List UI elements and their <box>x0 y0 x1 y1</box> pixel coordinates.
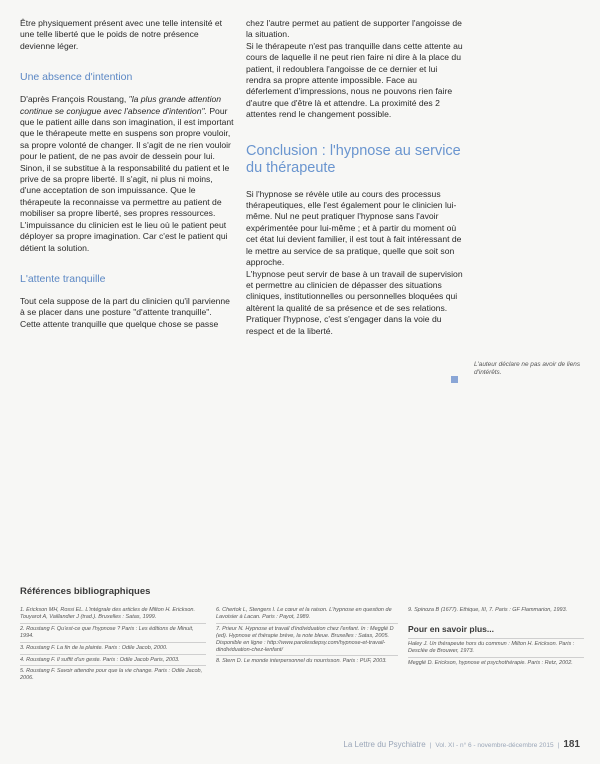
text-column-right <box>246 18 464 337</box>
reference-item: 5. Roustang F. Savoir attendre pour que la vie change. Paris : Odile Jacob, 2006. <box>20 665 206 684</box>
issue-info: Vol. XI - n° 6 - novembre-décembre 2015 <box>435 742 554 749</box>
further-reading-item: Megglé D. Erickson, hypnose et psychothérapie. Paris : Retz, 2002. <box>408 657 584 669</box>
intention-paragraph <box>20 94 234 254</box>
heading-attente-tranquille: L'attente tranquille <box>20 272 106 285</box>
page-number: 181 <box>563 739 580 750</box>
conclusion-paragraph-1: Si l'hypnose se révèle utile au cours des processus thérapeutiques, elle l'est également pour le clinicien lui-même. Nul ne peut pratiquer l'hypnose sans l'avoir expérimentée pour lui-même ; et à partir du moment où cet état lui devient familier, il est tout à fait intéressant de le mettre au service de sa pratique, quelle que soit son approche. <box>246 188 462 268</box>
reference-item: 3. Roustang F. La fin de la plainte. Paris : Odile Jacob, 2000. <box>20 642 206 654</box>
reference-item: 2. Roustang F. Qu'est-ce que l'hypnose ? Paris : Les éditions de Minuit, 1994. <box>20 623 206 642</box>
text-column-left <box>20 18 234 330</box>
therapeute-paragraph: Si le thérapeute n'est pas tranquille dans cette attente au cours de laquelle il ne peut rien faire ni dire à la place du patient, il redoublera l'angoisse de ce dernier et lui rendra sa propre attente impossible. Face au déferlement d'impressions, nous ne pouvons rien faire d'autre que d'être là et attendre. La proximité des 2 attentes rend le changement possible. <box>246 40 463 120</box>
further-reading-title: Pour en savoir plus... <box>408 623 494 634</box>
reference-item: 9. Spinoza B (1677). Ethique, III, 7. Paris : GF Flammarion, 1993. <box>408 607 568 613</box>
heading-conclusion: Conclusion : l'hypnose au service du thérapeute <box>246 142 461 176</box>
attente-paragraph: Tout cela suppose de la part du clinicien qu'il parvienne à se placer dans une posture "d'attente tranquille". Cette attente tranquille que quelque chose se passe <box>20 295 230 329</box>
conflict-of-interest-note: L'auteur déclare ne pas avoir de liens d'intérêts. <box>474 361 581 377</box>
references-title: Références bibliographiques <box>20 586 151 597</box>
reference-item: 6. Chertok L, Stengers I. Le cœur et la raison. L'hypnose en question de Lavoisier à Lacan. Paris : Payot, 1989. <box>216 607 392 620</box>
references-column-2 <box>216 605 398 667</box>
conclusion-paragraph-2: L'hypnose peut servir de base à un travail de supervision et permettre au clinicien de dépasser des situations cliniques, institutionnelles ou personnelles bloquées qui altèrent la qualité de sa présence et de ses relations. Pratiquer l'hypnose, c'est s'engager dans la voie du respect et de la liberté. <box>246 268 463 336</box>
reference-item: 8. Stern D. Le monde interpersonnel du nourrisson. Paris : PUF, 2003. <box>216 655 398 667</box>
intention-text-body: Pour que le patient aille dans son imagination, il est important que le thérapeute mette en suspens son propre vouloir, sa propre volonté de changer. Il s'agit de ne rien vouloir pour le patient, de ne pas avoir de dessein pour lui. Sinon, il se substitue à la responsabilité du patient et le prive de sa propre liberté. Il s'agit, ni plus ni moins, d'une acceptation de son impuissance. Que le thérapeute la reconnaisse va permettre au patient de mobiliser sa propre liberté, ses propres ressources. L'impuissance du clinicien est le lieu où le patient peut déployer sa propre imagination. Car c'est le patient qui détient la solution. <box>20 105 234 253</box>
footer-separator: | <box>557 742 560 749</box>
roustang-quote: "la plus grande attention continue se conjugue avec l'absence d'intention". <box>20 94 222 116</box>
reference-item: 4. Roustang F. Il suffit d'un geste. Paris : Odile Jacob Paris, 2003. <box>20 654 206 666</box>
continuation-paragraph: chez l'autre permet au patient de supporter l'angoisse de la situation. <box>246 18 462 40</box>
intention-text-lead: D'après François Roustang, <box>20 94 129 105</box>
footer-separator: | <box>429 742 432 749</box>
further-reading-item: Haley J. Un thérapeute hors du commun : Milton H. Erickson. Paris : Desclée de Brouwer, 1973. <box>408 638 584 657</box>
journal-name: La Lettre du Psychiatre <box>343 740 426 749</box>
intro-paragraph: Être physiquement présent avec une telle intensité et une telle liberté que le poids de notre présence devienne léger. <box>20 18 223 51</box>
references-column-1 <box>20 605 206 684</box>
end-of-article-square-icon <box>451 376 458 383</box>
references-column-3 <box>408 605 584 669</box>
reference-item: 1. Erickson MH, Rossi EL. L'intégrale des articles de Milton H. Erickson. Touyarot A, Vaillandier J (trad.). Bruxelles : Satas, 1999. <box>20 607 195 620</box>
reference-item: 7. Prieur N. Hypnose et travail d'individuation chez l'enfant. In : Megglé D (ed). Hypnose et thérapie brève, la note bleue. Bruxelles : Satas, 2005. Disponible en ligne : http://www.parolesdepsy.com/hypnose-et-travail-dindividuation-chez-lenfant/ <box>216 623 398 656</box>
running-footer <box>343 739 580 750</box>
heading-absence-intention: Une absence d'intention <box>20 71 133 84</box>
